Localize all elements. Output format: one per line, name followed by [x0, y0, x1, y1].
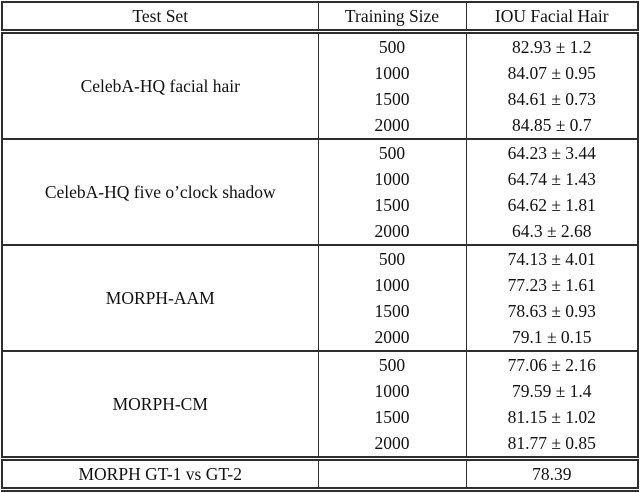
table-row [2, 351, 638, 378]
iou-cell: 64.3 ± 2.68 [466, 218, 638, 245]
results-table [1, 1, 639, 492]
training-size-cell: 500 [318, 351, 466, 378]
table-row [2, 245, 638, 272]
training-size-cell: 2000 [318, 430, 466, 459]
column-header-iou-facial-hair: IOU Facial Hair [466, 2, 638, 32]
training-size-cell: 500 [318, 32, 466, 61]
iou-cell: 78.63 ± 0.93 [466, 298, 638, 324]
training-size-cell: 1000 [318, 166, 466, 192]
test-set-label: MORPH-CM [2, 351, 318, 459]
iou-cell: 64.74 ± 1.43 [466, 166, 638, 192]
iou-cell: 79.1 ± 0.15 [466, 324, 638, 351]
test-set-label: MORPH-AAM [2, 245, 318, 351]
training-size-cell: 2000 [318, 218, 466, 245]
table-header-row [2, 2, 638, 32]
training-size-cell: 1500 [318, 298, 466, 324]
iou-cell: 82.93 ± 1.2 [466, 32, 638, 61]
training-size-cell: 2000 [318, 112, 466, 139]
iou-cell: 64.62 ± 1.81 [466, 192, 638, 218]
training-size-cell: 1000 [318, 272, 466, 298]
footer-training-size-cell [318, 459, 466, 490]
training-size-cell: 2000 [318, 324, 466, 351]
table-footer-row [2, 459, 638, 490]
iou-cell: 79.59 ± 1.4 [466, 378, 638, 404]
iou-cell: 77.23 ± 1.61 [466, 272, 638, 298]
iou-cell: 77.06 ± 2.16 [466, 351, 638, 378]
iou-cell: 81.15 ± 1.02 [466, 404, 638, 430]
footer-test-set-label: MORPH GT-1 vs GT-2 [2, 459, 318, 490]
training-size-cell: 1500 [318, 192, 466, 218]
iou-cell: 84.85 ± 0.7 [466, 112, 638, 139]
test-set-label: CelebA-HQ five o’clock shadow [2, 139, 318, 245]
test-set-label: CelebA-HQ facial hair [2, 32, 318, 140]
training-size-cell: 1000 [318, 60, 466, 86]
iou-cell: 84.61 ± 0.73 [466, 86, 638, 112]
footer-iou-cell: 78.39 [466, 459, 638, 490]
column-header-test-set: Test Set [2, 2, 318, 32]
training-size-cell: 500 [318, 245, 466, 272]
iou-cell: 81.77 ± 0.85 [466, 430, 638, 459]
table-row [2, 139, 638, 166]
column-header-training-size: Training Size [318, 2, 466, 32]
iou-cell: 84.07 ± 0.95 [466, 60, 638, 86]
table-row [2, 32, 638, 61]
paper-results-table-figure [0, 1, 640, 493]
iou-cell: 64.23 ± 3.44 [466, 139, 638, 166]
training-size-cell: 1500 [318, 86, 466, 112]
training-size-cell: 1000 [318, 378, 466, 404]
training-size-cell: 500 [318, 139, 466, 166]
iou-cell: 74.13 ± 4.01 [466, 245, 638, 272]
training-size-cell: 1500 [318, 404, 466, 430]
